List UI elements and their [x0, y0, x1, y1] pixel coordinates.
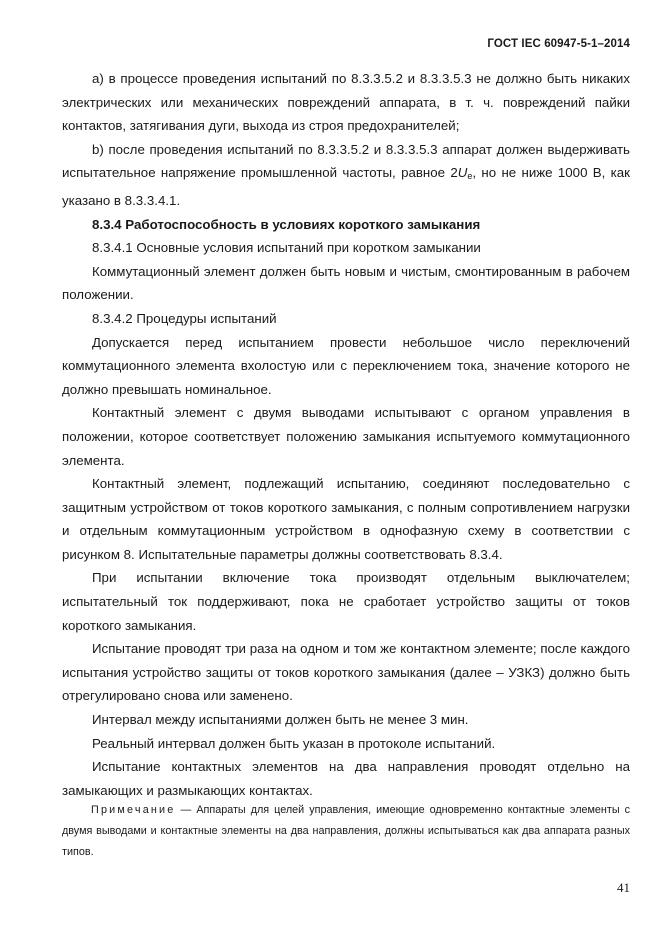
section-heading: 8.3.4 Работоспособность в условиях короткого замыкания	[92, 216, 481, 232]
subsection-8-3-4-1: 8.3.4.1 Основные условия испытаний при коротком замыкании	[92, 240, 481, 256]
paragraph-interval-min: Интервал между испытаниями должен быть не менее 3 мин.	[92, 712, 469, 728]
paragraph-b-start: b) после проведения испытаний по 8.3.3.5.2 и 8.3.3.5.3 аппарат должен выдерживать испытательное напряжение промышленной частоты, равное 2	[62, 141, 630, 181]
paragraph-series-connection: Контактный элемент, подлежащий испытанию, соединяют последовательно с защитным устройством от токов короткого замыкания, с полным сопротивлением нагрузки и отдельным коммутационным устройством в однофазную схему в соответствии с рисунком 8. Испытательные параметры должны соответствовать 8.3.4.	[62, 476, 630, 562]
paragraph-two-terminal-element: Контактный элемент с двумя выводами испытывают с органом управления в положении, которое соответствует положению замыкания испытуемого коммутационного элемента.	[62, 405, 630, 468]
paragraph-interval-report: Реальный интервал должен быть указан в протоколе испытаний.	[92, 735, 496, 751]
page-number: 41	[617, 880, 630, 895]
paragraph-switching-element: Коммутационный элемент должен быть новым и чистым, смонтированным в рабочем положении.	[62, 263, 630, 303]
note-label: Примечание	[91, 804, 176, 816]
note-text: — Аппараты для целей управления, имеющие одновременно контактные элементы с двумя выводами и контактные элементы на два направления, должны испытываться как два аппарата разных типов.	[62, 804, 630, 858]
paragraph-b-end: , но не ниже 1000 В, как указано в 8.3.3.4.1.	[62, 165, 630, 208]
paragraph-three-tests: Испытание проводят три раза на одном и том же контактном элементе; после каждого испытания устройство защиты от токов короткого замыкания (далее – УЗКЗ) должно быть отрегулировано снова или заменено.	[62, 641, 630, 704]
voltage-symbol: U	[457, 165, 468, 181]
paragraph-current-switching: При испытании включение тока производят отдельным выключателем; испытательный ток поддерживают, пока не сработает устройство защиты от токов короткого замыкания.	[62, 570, 630, 633]
voltage-subscript: e	[467, 171, 473, 182]
document-body	[62, 67, 630, 802]
standard-header: ГОСТ IEC 60947-5-1–2014	[487, 38, 630, 50]
paragraph-two-directions: Испытание контактных элементов на два направления проводят отдельно на замыкающих и размыкающих контактах.	[62, 759, 630, 798]
note-block	[62, 800, 630, 863]
subsection-8-3-4-2: 8.3.4.2 Процедуры испытаний	[92, 310, 277, 326]
paragraph-preliminary-switching: Допускается перед испытанием провести небольшое число переключений коммутационного элемента вхолостую или с переключением тока, значение которого не должно превышать номинальное.	[62, 334, 630, 397]
paragraph-a: а) в процессе проведения испытаний по 8.3.3.5.2 и 8.3.3.5.3 не должно быть никаких электрических или механических повреждений аппарата, в т. ч. повреждений пайки контактов, затягивания дуги, выхода из строя предохранителей;	[62, 71, 630, 134]
note-paragraph	[62, 800, 630, 863]
paragraph-b	[62, 138, 630, 213]
